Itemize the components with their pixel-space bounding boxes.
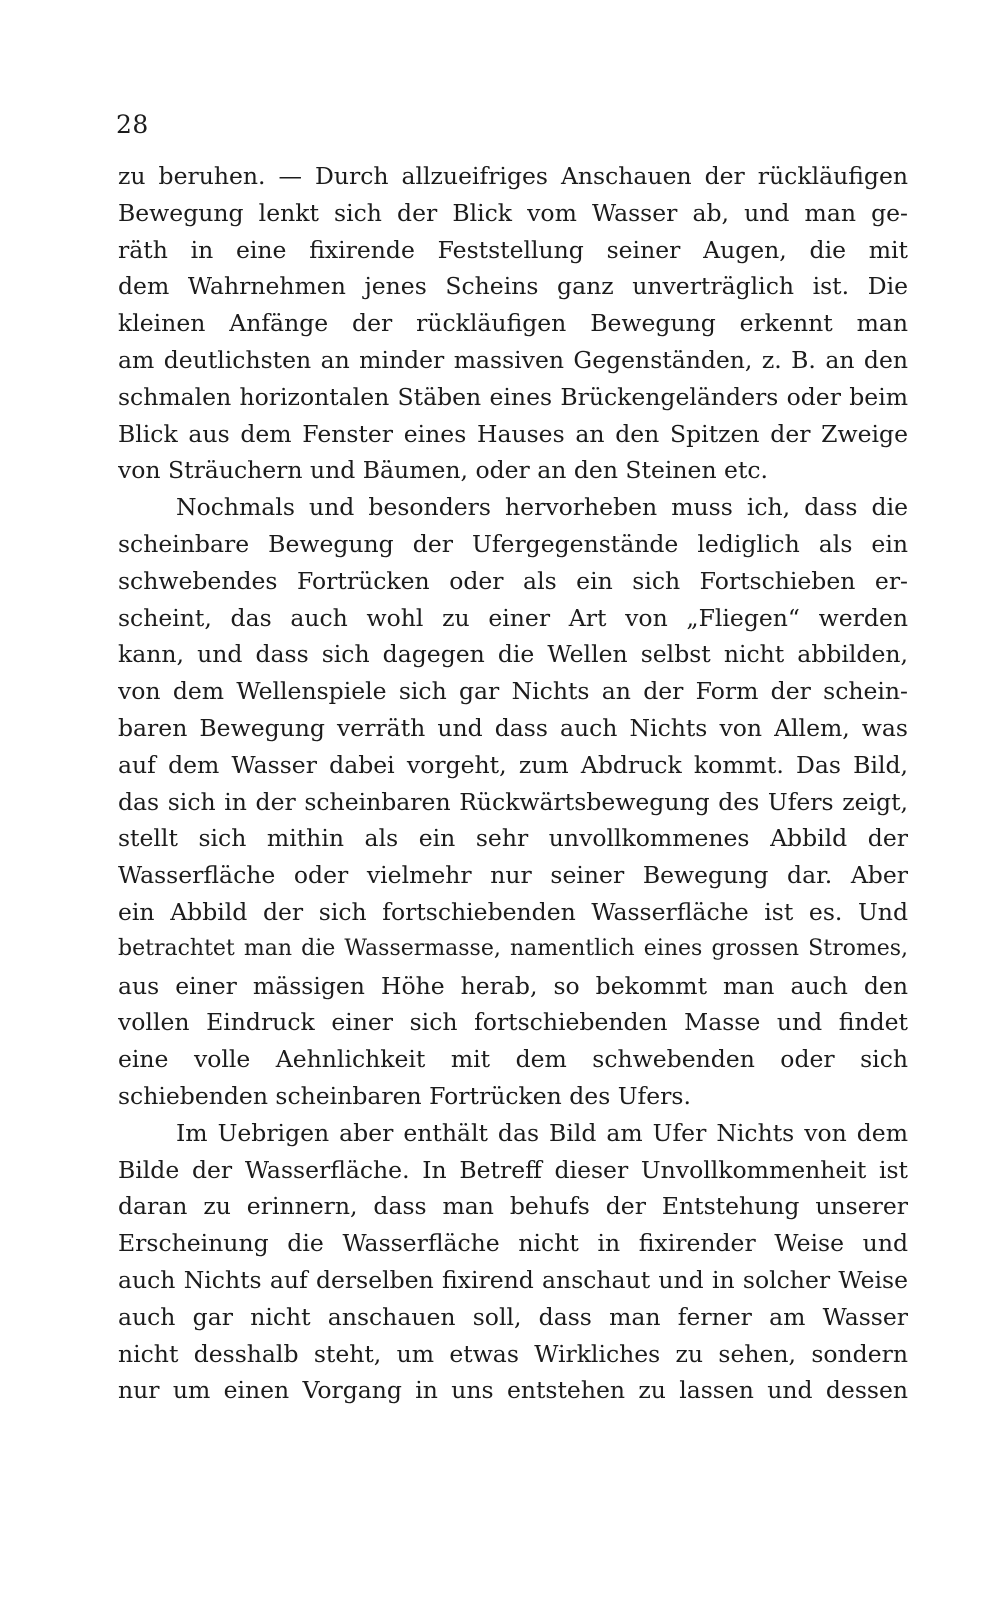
text-line: Im Uebrigen aber enthält das Bild am Ufer Nichts von dem	[176, 1118, 908, 1147]
paragraph	[118, 1115, 908, 1409]
text-line: auch gar nicht anschauen soll, dass man ferner am Wasser	[118, 1302, 908, 1331]
text-line: Bilde der Wasserfläche. In Betreff dieser Unvollkommenheit ist	[118, 1155, 908, 1184]
text-line: stellt sich mithin als ein sehr unvollkommenes Abbild der	[118, 824, 908, 853]
text-line: von Sträuchern und Bäumen, oder an den Steinen etc.	[118, 456, 769, 485]
text-line: schiebenden scheinbaren Fortrücken des Ufers.	[118, 1081, 691, 1110]
text-line: schmalen horizontalen Stäben eines Brückengeländers oder beim	[118, 382, 908, 411]
text-line: baren Bewegung verräth und dass auch Nichts von Allem, was	[118, 713, 908, 742]
text-line: Nochmals und besonders hervorheben muss ich, dass die	[176, 493, 908, 522]
text-line: kann, und dass sich dagegen die Wellen selbst nicht abbilden,	[118, 640, 908, 669]
text-line: Bewegung lenkt sich der Blick vom Wasser ab, und man ge-	[118, 198, 908, 227]
text-line: von dem Wellenspiele sich gar Nichts an der Form der schein-	[118, 677, 908, 706]
text-line: räth in eine fixirende Feststellung seiner Augen, die mit	[118, 235, 908, 264]
text-line: eine volle Aehnlichkeit mit dem schwebenden oder sich	[118, 1045, 908, 1074]
text-line: am deutlichsten an minder massiven Gegenständen, z. B. an den	[118, 345, 908, 374]
text-line: schwebendes Fortrücken oder als ein sich Fortschieben er-	[118, 566, 908, 595]
text-line: daran zu erinnern, dass man behufs der Entstehung unserer	[118, 1192, 908, 1221]
text-line: ein Abbild der sich fortschiebenden Wasserfläche ist es. Und	[118, 897, 908, 926]
text-line: auf dem Wasser dabei vorgeht, zum Abdruck kommt. Das Bild,	[118, 750, 908, 779]
body-text	[118, 158, 908, 1409]
text-line: aus einer mässigen Höhe herab, so bekommt man auch den	[118, 971, 908, 1000]
text-line: auch Nichts auf derselben fixirend anschaut und in solcher Weise	[118, 1265, 908, 1294]
text-line: zu beruhen. — Durch allzueifriges Anschauen der rückläufigen	[118, 162, 908, 190]
page-number: 28	[116, 110, 149, 139]
text-line: nicht desshalb steht, um etwas Wirkliches zu sehen, sondern	[118, 1339, 908, 1368]
text-line: Wasserfläche oder vielmehr nur seiner Bewegung dar. Aber	[118, 861, 908, 890]
text-line: scheint, das auch wohl zu einer Art von „Fliegen“ werden	[118, 603, 908, 632]
text-line: scheinbare Bewegung der Ufergegenstände lediglich als ein	[118, 529, 908, 558]
text-line: dem Wahrnehmen jenes Scheins ganz unverträglich ist. Die	[118, 272, 908, 301]
text-line: Erscheinung die Wasserfläche nicht in fixirender Weise und	[118, 1229, 908, 1258]
text-line: nur um einen Vorgang in uns entstehen zu lassen und dessen	[118, 1376, 908, 1405]
text-line: Blick aus dem Fenster eines Hauses an den Spitzen der Zweige	[118, 419, 908, 448]
text-line: kleinen Anfänge der rückläufigen Bewegung erkennt man	[118, 309, 908, 338]
text-line: betrachtet man die Wassermasse, namentlich eines grossen Stromes,	[118, 935, 908, 961]
text-line: das sich in der scheinbaren Rückwärtsbewegung des Ufers zeigt,	[118, 787, 908, 816]
paragraph	[118, 489, 908, 1115]
text-line: vollen Eindruck einer sich fortschiebenden Masse und findet	[118, 1008, 908, 1037]
paragraph	[118, 158, 908, 489]
